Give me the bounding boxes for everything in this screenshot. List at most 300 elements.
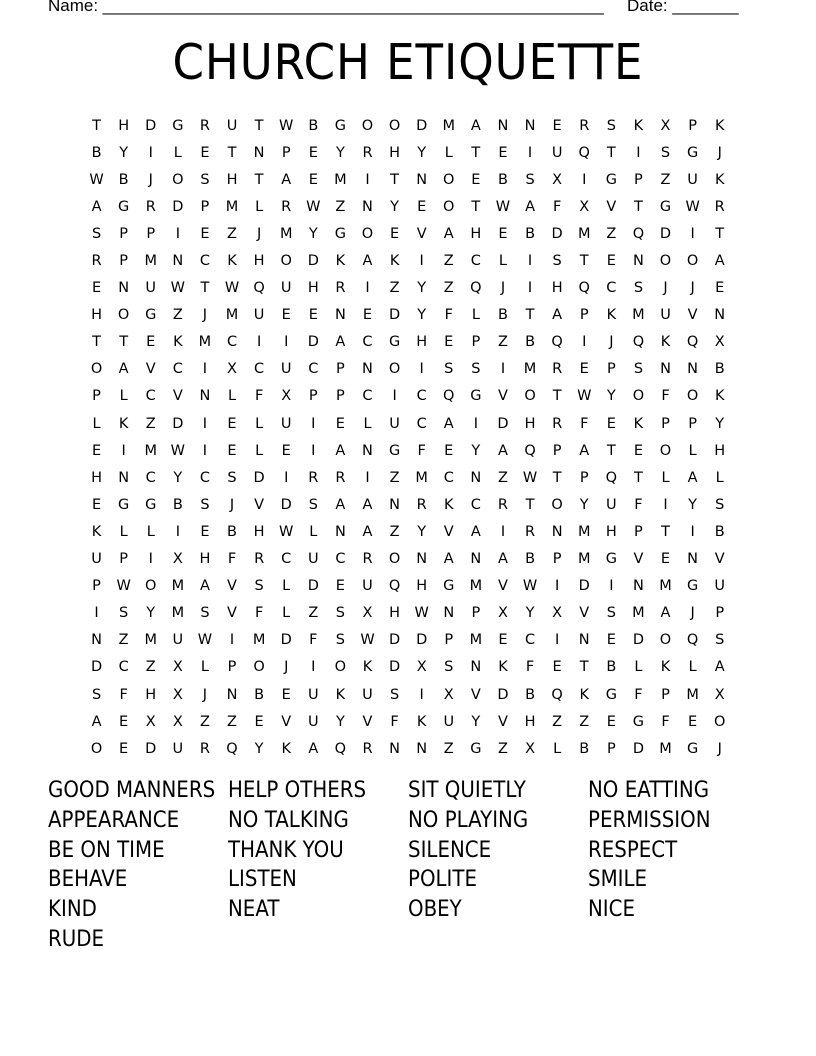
grid-letter: E (146, 334, 156, 351)
grid-letter: J (256, 225, 262, 242)
grid-letter: T (525, 307, 535, 324)
grid-letter: G (470, 388, 482, 405)
grid-letter: Y (471, 713, 481, 730)
grid-letter: E (444, 442, 454, 459)
grid-letter: Q (605, 469, 618, 486)
grid-letter: I (365, 280, 370, 297)
grid-letter: N (226, 686, 238, 703)
grid-letter: T (525, 496, 535, 513)
grid-letter: Z (145, 415, 156, 432)
grid-letter: N (497, 117, 509, 134)
grid-letter: G (470, 740, 482, 757)
grid-letter: D (388, 659, 401, 676)
grid-letter: O (686, 388, 699, 405)
grid-letter: Y (579, 496, 589, 513)
grid-letter: U (253, 307, 265, 324)
grid-letter: L (200, 659, 209, 676)
grid-letter: V (362, 713, 373, 730)
grid-letter: P (308, 388, 318, 405)
grid-letter: R (335, 469, 346, 486)
grid-letter: G (334, 225, 347, 242)
grid-letter: F (417, 442, 426, 459)
grid-letter: T (471, 144, 481, 161)
grid-letter: X (416, 659, 427, 676)
grid-letter: K (660, 334, 671, 351)
grid-letter: A (714, 253, 725, 270)
grid-letter: P (471, 605, 481, 622)
grid-letter: K (714, 117, 725, 134)
grid-letter: V (416, 225, 427, 242)
grid-letter: A (714, 659, 725, 676)
grid-letter: A (470, 117, 481, 134)
grid-letter: E (633, 442, 643, 459)
grid-letter: K (714, 171, 725, 188)
grid-letter: I (94, 605, 99, 622)
grid-letter: V (281, 713, 292, 730)
grid-letter: Y (146, 605, 156, 622)
grid-letter: M (686, 686, 699, 703)
grid-letter: J (202, 307, 208, 324)
grid-letter: E (335, 415, 345, 432)
grid-letter: C (606, 280, 617, 297)
grid-letter: T (254, 117, 264, 134)
grid-letter: M (659, 740, 672, 757)
grid-letter: N (632, 578, 644, 595)
grid-letter: P (471, 334, 481, 351)
grid-letter: L (119, 523, 128, 540)
grid-letter: E (281, 686, 291, 703)
grid-letter: B (118, 171, 129, 188)
grid-letter: N (362, 442, 373, 459)
grid-letter: E (254, 713, 264, 730)
grid-letter: W (170, 442, 185, 459)
grid-letter: D (280, 632, 292, 649)
grid-letter: B (525, 334, 536, 351)
grid-letter: N (172, 253, 184, 270)
grid-letter: N (118, 280, 130, 297)
grid-letter: R (362, 144, 373, 161)
grid-letter: I (175, 225, 180, 242)
grid-letter: L (282, 605, 291, 622)
grid-letter: L (363, 415, 372, 432)
grid-letter: O (388, 551, 401, 568)
grid-letter: M (279, 225, 293, 242)
grid-letter: P (552, 442, 562, 459)
grid-letter: K (633, 117, 644, 134)
grid-letter: H (714, 442, 726, 459)
grid-letter: T (633, 469, 643, 486)
grid-letter: E (281, 307, 291, 324)
word-list-item: NICE (588, 897, 635, 923)
grid-letter: U (606, 496, 617, 513)
grid-letter: N (578, 632, 590, 649)
grid-letter: J (284, 659, 289, 676)
grid-letter: X (281, 388, 292, 405)
grid-letter: W (685, 198, 700, 215)
grid-letter: M (225, 307, 239, 324)
grid-letter: H (389, 605, 401, 622)
grid-letter: V (227, 578, 237, 595)
grid-letter: V (497, 388, 508, 405)
grid-letter: N (334, 523, 346, 540)
grid-letter: Y (525, 605, 535, 622)
grid-letter: F (390, 713, 399, 730)
grid-letter: A (281, 171, 292, 188)
grid-letter: H (91, 469, 102, 486)
grid-letter: Z (389, 280, 400, 297)
grid-letter: Q (388, 578, 401, 595)
grid-letter: U (145, 280, 157, 297)
grid-letter: E (498, 225, 508, 242)
grid-letter: K (173, 334, 183, 351)
grid-letter: U (362, 578, 373, 595)
grid-letter: C (524, 632, 536, 649)
grid-letter: E (119, 713, 129, 730)
grid-letter: M (469, 632, 483, 649)
grid-letter: O (524, 388, 536, 405)
grid-letter: G (686, 144, 699, 161)
word-list-item: NO EATTING (588, 778, 710, 803)
grid-letter: J (717, 144, 722, 161)
name-field-label: Name: _____________________________________________________ (48, 0, 604, 15)
grid-letter: O (659, 253, 672, 270)
grid-letter: N (362, 198, 373, 215)
grid-letter: Z (606, 225, 617, 242)
grid-letter: K (444, 496, 454, 513)
grid-letter: O (117, 307, 130, 324)
word-list-item: SIT QUIETLY (408, 778, 526, 803)
word-list-item: RESPECT (588, 837, 678, 863)
grid-letter: Q (686, 632, 699, 649)
grid-letter: S (91, 225, 102, 242)
grid-letter: A (443, 225, 454, 242)
grid-letter: B (497, 171, 508, 188)
grid-letter: H (118, 117, 130, 134)
grid-letter: M (577, 551, 591, 568)
grid-letter: F (119, 686, 128, 703)
grid-letter: R (199, 740, 210, 757)
grid-letter: E (308, 171, 318, 188)
word-list-item: SMILE (588, 867, 648, 893)
grid-letter: C (118, 659, 129, 676)
grid-letter: M (198, 334, 212, 351)
grid-letter: S (308, 496, 318, 513)
grid-letter: W (197, 632, 213, 649)
grid-letter: R (714, 198, 725, 215)
grid-letter: M (659, 578, 672, 595)
grid-letter: I (500, 361, 506, 378)
grid-letter: J (148, 171, 153, 188)
grid-letter: Q (443, 388, 455, 405)
grid-letter: O (253, 659, 265, 676)
grid-letter: B (91, 144, 102, 161)
grid-letter: U (226, 117, 238, 134)
grid-letter: E (308, 307, 318, 324)
grid-letter: S (335, 605, 345, 622)
grid-letter: S (633, 280, 644, 297)
grid-letter: K (416, 713, 427, 730)
grid-letter: H (253, 253, 265, 270)
grid-letter: U (307, 551, 319, 568)
grid-letter: E (91, 280, 102, 297)
grid-letter: W (522, 578, 538, 595)
grid-letter: O (90, 740, 103, 757)
grid-letter: I (500, 523, 506, 540)
grid-letter: O (388, 117, 401, 134)
word-list-item: SILENCE (408, 837, 492, 863)
word-list-item: NO PLAYING (408, 807, 529, 833)
grid-letter: N (687, 551, 699, 568)
grid-letter: C (443, 469, 454, 486)
grid-letter: X (145, 713, 156, 730)
grid-letter: U (280, 415, 292, 432)
grid-letter: L (553, 740, 562, 757)
grid-letter: A (118, 361, 129, 378)
grid-letter: N (389, 496, 400, 513)
grid-letter: X (172, 713, 183, 730)
grid-letter: T (119, 334, 129, 351)
grid-letter: E (200, 225, 210, 242)
grid-letter: M (577, 225, 591, 242)
grid-letter: P (606, 361, 616, 378)
grid-letter: R (362, 740, 373, 757)
grid-letter: V (172, 388, 183, 405)
grid-letter: O (632, 388, 645, 405)
grid-letter: D (659, 225, 672, 242)
grid-letter: E (227, 442, 237, 459)
grid-letter: T (390, 171, 399, 188)
grid-letter: S (227, 469, 237, 486)
grid-letter: T (606, 144, 616, 161)
grid-letter: Q (551, 334, 563, 351)
grid-letter: Z (443, 280, 454, 297)
grid-letter: P (552, 551, 562, 568)
grid-letter: L (282, 578, 291, 595)
grid-letter: G (686, 740, 699, 757)
grid-letter: A (552, 307, 563, 324)
grid-letter: X (579, 198, 590, 215)
grid-letter: V (145, 361, 156, 378)
grid-letter: Y (119, 144, 129, 161)
grid-letter: G (145, 307, 157, 324)
grid-letter: R (362, 551, 373, 568)
grid-letter: X (552, 605, 563, 622)
word-list-item: BE ON TIME (48, 837, 165, 863)
grid-letter: K (389, 253, 400, 270)
grid-letter: T (200, 280, 210, 297)
grid-letter: S (444, 659, 454, 676)
letter-grid (83, 112, 733, 762)
grid-letter: N (470, 659, 482, 676)
grid-letter: Z (389, 469, 400, 486)
grid-letter: N (253, 144, 265, 161)
grid-letter: K (579, 686, 589, 703)
grid-letter: I (663, 496, 668, 513)
grid-letter: X (172, 686, 183, 703)
grid-letter: U (280, 361, 292, 378)
grid-letter: T (552, 388, 562, 405)
grid-letter: L (173, 144, 182, 161)
word-list-item: OBEY (408, 897, 462, 923)
grid-letter: G (118, 496, 130, 513)
grid-letter: T (633, 198, 643, 215)
grid-letter: I (419, 253, 424, 270)
word-list (48, 778, 768, 957)
grid-letter: I (690, 523, 695, 540)
grid-letter: B (525, 686, 536, 703)
grid-letter: Q (253, 280, 265, 297)
word-list-item: POLITE (408, 867, 478, 893)
grid-letter: S (200, 171, 210, 188)
grid-letter: Z (497, 334, 508, 351)
grid-letter: I (202, 442, 208, 459)
grid-letter: F (254, 605, 264, 622)
grid-letter: P (688, 415, 697, 432)
word-list-item: HELP OTHERS (228, 778, 367, 803)
grid-letter: E (606, 415, 616, 432)
grid-letter: P (92, 578, 101, 595)
grid-letter: M (171, 605, 185, 622)
word-list-item: NO TALKING (228, 807, 349, 833)
grid-letter: J (663, 280, 668, 297)
grid-letter: X (525, 740, 536, 757)
grid-letter: U (172, 632, 184, 649)
grid-letter: O (659, 632, 672, 649)
grid-letter: W (224, 280, 240, 297)
grid-letter: Z (335, 198, 346, 215)
grid-letter: D (632, 632, 644, 649)
grid-letter: S (119, 605, 129, 622)
grid-letter: N (714, 307, 726, 324)
grid-letter: D (172, 198, 184, 215)
grid-letter: D (497, 686, 509, 703)
grid-letter: M (415, 469, 428, 486)
grid-letter: C (254, 361, 265, 378)
grid-letter: B (606, 659, 617, 676)
grid-letter: R (308, 469, 319, 486)
grid-letter: K (660, 659, 671, 676)
grid-letter: D (416, 632, 428, 649)
grid-letter: H (226, 171, 238, 188)
grid-letter: T (254, 171, 264, 188)
grid-letter: U (389, 415, 400, 432)
grid-letter: S (715, 496, 725, 513)
grid-letter: N (443, 605, 455, 622)
grid-letter: N (199, 388, 211, 405)
grid-letter: H (253, 523, 265, 540)
grid-letter: C (145, 469, 156, 486)
grid-letter: E (660, 551, 671, 568)
grid-letter: N (334, 307, 346, 324)
grid-letter: O (145, 578, 157, 595)
grid-letter: A (362, 523, 373, 540)
grid-letter: U (307, 686, 319, 703)
grid-letter: I (392, 388, 397, 405)
grid-letter: F (227, 551, 237, 568)
grid-letter: P (661, 415, 670, 432)
grid-letter: G (686, 578, 699, 595)
grid-letter: F (661, 388, 670, 405)
grid-letter: E (335, 578, 345, 595)
grid-letter: C (145, 388, 156, 405)
grid-letter: E (606, 253, 616, 270)
grid-letter: R (552, 361, 563, 378)
grid-letter: J (229, 496, 235, 513)
grid-letter: M (632, 307, 645, 324)
grid-letter: A (497, 551, 508, 568)
grid-letter: P (715, 605, 725, 622)
grid-letter: A (443, 415, 454, 432)
grid-letter: G (172, 117, 184, 134)
grid-letter: O (713, 713, 726, 730)
grid-letter: H (389, 144, 401, 161)
grid-letter: I (284, 334, 289, 351)
grid-letter: R (335, 280, 346, 297)
grid-letter: A (443, 551, 454, 568)
word-list-item: BEHAVE (48, 867, 128, 893)
grid-letter: J (500, 280, 506, 297)
grid-letter: A (362, 253, 373, 270)
grid-letter: B (308, 117, 319, 134)
date-field-label: Date: _______ (627, 0, 739, 15)
grid-letter: J (202, 686, 208, 703)
grid-letter: F (634, 496, 643, 513)
grid-letter: Z (145, 659, 156, 676)
grid-letter: R (145, 198, 156, 215)
grid-letter: Q (632, 225, 645, 242)
grid-letter: S (525, 171, 535, 188)
grid-letter: I (175, 523, 180, 540)
grid-letter: Y (417, 307, 427, 324)
grid-letter: K (633, 415, 644, 432)
grid-letter: U (172, 740, 184, 757)
grid-letter: I (609, 578, 614, 595)
grid-letter: V (714, 551, 725, 568)
grid-letter: S (444, 361, 454, 378)
grid-letter: G (388, 334, 401, 351)
grid-letter: X (172, 659, 183, 676)
grid-letter: A (687, 469, 698, 486)
grid-letter: I (256, 334, 262, 351)
grid-letter: K (281, 740, 291, 757)
grid-letter: C (172, 361, 183, 378)
grid-letter: Q (686, 334, 699, 351)
grid-letter: N (416, 171, 428, 188)
grid-letter: T (92, 334, 101, 351)
grid-letter: E (389, 225, 400, 242)
grid-letter: Y (254, 740, 264, 757)
grid-letter: M (252, 632, 266, 649)
grid-letter: Y (688, 496, 698, 513)
grid-letter: E (688, 713, 698, 730)
grid-letter: H (551, 280, 563, 297)
grid-letter: N (470, 469, 482, 486)
grid-letter: G (632, 713, 645, 730)
grid-letter: I (473, 415, 478, 432)
grid-letter: V (497, 713, 508, 730)
grid-letter: C (416, 388, 427, 405)
word-list-item: APPEARANCE (48, 807, 180, 833)
grid-letter: I (202, 415, 208, 432)
page-title: CHURCH ETIQUETTE (172, 34, 644, 91)
grid-letter: V (687, 307, 698, 324)
grid-letter: R (552, 415, 563, 432)
grid-letter: B (227, 523, 237, 540)
grid-letter: S (335, 632, 345, 649)
grid-letter: P (227, 659, 237, 676)
word-list-item: NEAT (228, 897, 280, 923)
grid-letter: S (200, 605, 210, 622)
